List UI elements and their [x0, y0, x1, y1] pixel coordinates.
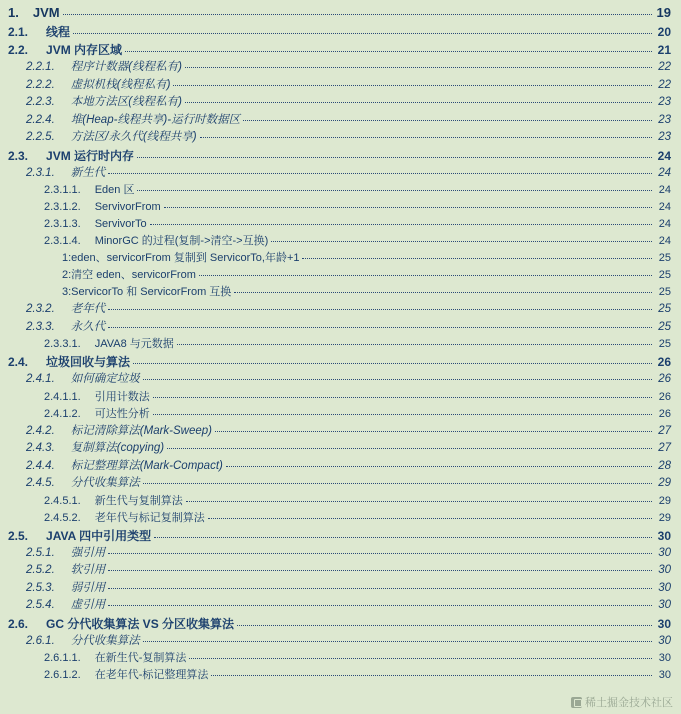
toc-entry-label: 软引用: [70, 564, 106, 576]
toc-entry-page-number: 21: [657, 43, 671, 57]
toc-entry[interactable]: [6, 115, 671, 127]
toc-entry-number: 2.5.: [8, 528, 29, 543]
toc-entry-leader-dots: [108, 604, 652, 606]
toc-entry-label: 标记清除算法(Mark-Sweep): [70, 424, 212, 437]
toc-entry-page-number: 30: [657, 616, 671, 631]
toc-entry-label: JVM: [32, 5, 60, 20]
toc-entry-number: 2.4.1.2.: [44, 407, 81, 420]
toc-entry-page-number: 30: [657, 528, 671, 543]
toc-entry-page-number: 24: [658, 235, 671, 247]
watermark-text: 稀土掘金技术社区: [585, 697, 673, 709]
toc-entry-label: 在新生代-复制算法: [94, 652, 187, 664]
toc-entry-leader-dots: [153, 413, 652, 415]
toc-entry[interactable]: [6, 339, 671, 350]
toc-entry-leader-dots: [237, 624, 652, 626]
toc-entry-page-number: 23: [658, 113, 671, 126]
toc-entry-label: 本地方法区(线程私有): [70, 96, 182, 108]
toc-entry-leader-dots: [234, 291, 652, 293]
toc-entry[interactable]: [6, 478, 671, 490]
toc-entry-number: 2.5.3.: [26, 581, 55, 594]
toc-entry[interactable]: [6, 636, 671, 648]
toc-entry[interactable]: [6, 236, 671, 247]
toc-entry-page-number: 24: [658, 218, 671, 230]
toc-entry-number: 2.3.1.1.: [44, 184, 81, 196]
toc-entry-page-number: 24: [658, 166, 671, 179]
toc-entry[interactable]: [6, 62, 671, 74]
toc-entry[interactable]: [6, 26, 671, 38]
toc-entry-number: 2.4.4.: [26, 459, 55, 472]
toc-entry-page-number: 25: [658, 252, 671, 264]
toc-entry[interactable]: [6, 6, 671, 19]
toc-entry-leader-dots: [108, 552, 652, 554]
toc-entry-number: 2.1.: [8, 25, 29, 39]
toc-entry[interactable]: [6, 443, 671, 455]
toc-entry-number: 2.3.: [8, 148, 29, 163]
watermark-logo-icon: [571, 697, 582, 708]
toc-entry-number: 2.2.: [8, 43, 29, 57]
toc-entry[interactable]: [6, 426, 671, 438]
toc-entry[interactable]: [6, 618, 671, 630]
toc-entry-leader-dots: [200, 136, 652, 138]
toc-entry-number: 2.4.5.1.: [44, 494, 81, 507]
toc-entry-page-number: 26: [657, 355, 671, 369]
toc-entry-leader-dots: [177, 343, 652, 345]
toc-entry-page-number: 30: [658, 599, 671, 611]
toc-entry[interactable]: [6, 168, 671, 180]
toc-entry-page-number: 30: [658, 546, 671, 559]
toc-entry-page-number: 24: [658, 201, 671, 213]
toc-entry-number: 2.3.1.: [26, 166, 55, 179]
toc-entry-leader-dots: [271, 240, 652, 242]
toc-entry-leader-dots: [215, 430, 652, 432]
toc-entry-number: 2.2.4.: [26, 113, 55, 126]
toc-entry[interactable]: [6, 548, 671, 560]
toc-entry-page-number: 25: [658, 320, 671, 333]
toc-entry[interactable]: [6, 670, 671, 681]
toc-entry-number: 2.6.1.1.: [44, 652, 81, 664]
toc-entry-leader-dots: [211, 674, 652, 676]
toc-entry-leader-dots: [302, 257, 652, 259]
toc-entry-leader-dots: [108, 569, 652, 571]
toc-entry[interactable]: [6, 202, 671, 213]
toc-entry-page-number: 25: [658, 269, 671, 281]
toc-entry-number: 2.2.5.: [26, 131, 55, 143]
toc-entry-page-number: 22: [658, 61, 671, 73]
toc-entry-label: 3:ServicorTo 和 ServicorFrom 互换: [62, 286, 232, 298]
toc-entry-leader-dots: [63, 13, 652, 15]
toc-entry-label: 强引用: [70, 546, 106, 559]
toc-entry[interactable]: [6, 392, 671, 403]
toc-entry-leader-dots: [108, 172, 652, 174]
toc-entry-number: 2.2.2.: [26, 78, 55, 91]
toc-entry-label: 引用计数法: [94, 390, 150, 403]
toc-entry-label: 新生代: [70, 166, 106, 179]
toc-entry-number: 2.3.3.1.: [44, 338, 81, 350]
toc-entry[interactable]: [6, 80, 671, 92]
toc-entry-page-number: 25: [658, 303, 671, 315]
toc-entry-number: 2.3.1.3.: [44, 218, 81, 230]
toc-entry-number: 2.5.2.: [26, 564, 55, 576]
toc-entry-page-number: 19: [656, 5, 671, 20]
toc-entry-label: 2:清空 eden、servicorFrom: [62, 269, 196, 281]
toc-entry-page-number: 24: [658, 184, 671, 196]
toc-entry-label: ServivorTo: [94, 218, 147, 230]
toc-entry-number: 2.4.5.: [26, 477, 55, 489]
toc-entry-number: 2.4.2.: [26, 424, 55, 437]
toc-entry-number: 2.4.5.2.: [44, 511, 81, 524]
toc-entry-label: 方法区/永久代(线程共享): [70, 131, 197, 143]
toc-entry-page-number: 28: [658, 459, 671, 472]
toc-entry-leader-dots: [185, 66, 652, 68]
toc-entry-leader-dots: [189, 657, 652, 659]
toc-entry-leader-dots: [243, 119, 652, 121]
toc-entry-label: JVM 运行时内存: [46, 148, 135, 163]
toc-entry-label: Eden 区: [94, 184, 135, 196]
toc-entry-label: GC 分代收集算法 VS 分区收集算法: [46, 616, 235, 631]
toc-entry[interactable]: [6, 44, 671, 56]
toc-entry[interactable]: [6, 132, 671, 144]
toc-entry[interactable]: [6, 219, 671, 230]
toc-entry[interactable]: [6, 150, 671, 162]
toc-entry-label: 分代收集算法: [70, 634, 140, 647]
toc-entry-number: 2.6.1.2.: [44, 669, 81, 681]
toc-entry-page-number: 26: [658, 407, 671, 420]
toc-entry-leader-dots: [167, 447, 652, 449]
toc-entry-label: 垃圾回收与算法: [46, 355, 131, 369]
toc-entry-page-number: 22: [658, 78, 671, 91]
toc-entry-page-number: 23: [658, 96, 671, 108]
toc-entry-label: 新生代与复制算法: [94, 494, 183, 507]
toc-entry-page-number: 20: [657, 25, 671, 39]
toc-entry-page-number: 30: [658, 564, 671, 576]
toc-entry[interactable]: [6, 185, 671, 196]
toc-entry-page-number: 29: [658, 494, 671, 507]
toc-entry-page-number: 27: [658, 424, 671, 437]
toc-entry-label: 程序计数器(线程私有): [70, 61, 182, 73]
toc-entry-leader-dots: [164, 206, 652, 208]
toc-entry-label: 如何确定垃圾: [70, 373, 140, 385]
toc-entry-label: 线程: [46, 25, 71, 39]
toc-entry-number: 2.5.4.: [26, 599, 55, 611]
toc-entry-number: 2.2.3.: [26, 96, 55, 108]
toc-entry-leader-dots: [125, 50, 652, 52]
watermark: [571, 694, 673, 710]
toc-entry-label: JAVA8 与元数据: [94, 338, 174, 350]
toc-entry-leader-dots: [108, 308, 652, 310]
toc-entry[interactable]: [6, 653, 671, 664]
toc-entry-label: 堆(Heap-线程共享)-运行时数据区: [70, 113, 241, 126]
toc-entry-label: 1:eden、servicorFrom 复制到 ServicorTo,年龄+1: [62, 252, 300, 264]
toc-entry-label: 复制算法(copying): [70, 442, 165, 454]
toc-entry-number: 2.4.: [8, 355, 29, 369]
toc-entry-leader-dots: [199, 274, 652, 276]
toc-entry-page-number: 30: [658, 634, 671, 647]
toc-entry-number: 2.2.1.: [26, 61, 55, 73]
toc-entry[interactable]: [6, 583, 671, 595]
toc-entry-label: 老年代与标记复制算法: [94, 511, 205, 524]
toc-entry-label: 老年代: [70, 303, 106, 315]
toc-entry-label: JAVA 四中引用类型: [46, 528, 152, 543]
toc-entry[interactable]: [6, 409, 671, 420]
toc-entry-label: 弱引用: [70, 581, 106, 594]
toc-entry[interactable]: [6, 461, 671, 473]
toc-entry-page-number: 27: [658, 442, 671, 454]
toc-entry-number: 2.3.2.: [26, 303, 55, 315]
toc-entry-label: 永久代: [70, 320, 106, 333]
toc-entry-leader-dots: [186, 500, 652, 502]
toc-entry-label: 虚拟机栈(线程私有): [70, 78, 171, 91]
toc-entry-page-number: 30: [658, 652, 671, 664]
toc-entry-number: 2.3.1.2.: [44, 201, 81, 213]
toc-entry-page-number: 25: [658, 286, 671, 298]
toc-entry-label: MinorGC 的过程(复制->清空->互换): [94, 235, 269, 247]
toc-entry-leader-dots: [137, 156, 652, 158]
toc-entry-page-number: 29: [658, 511, 671, 524]
toc-entry-leader-dots: [226, 465, 652, 467]
toc-entry-leader-dots: [154, 536, 652, 538]
toc-entry-label: 在老年代-标记整理算法: [94, 669, 209, 681]
toc-entry-number: 2.4.3.: [26, 442, 55, 454]
toc-entry-leader-dots: [185, 101, 652, 103]
toc-entry-number: 2.5.1.: [26, 546, 55, 559]
toc-entry[interactable]: [6, 530, 671, 542]
toc-entry[interactable]: [6, 374, 671, 386]
toc-entry-page-number: 30: [658, 669, 671, 681]
toc-entry-leader-dots: [150, 223, 652, 225]
toc-entry-page-number: 23: [658, 131, 671, 143]
toc-entry[interactable]: [6, 97, 671, 109]
toc-entry[interactable]: [6, 304, 671, 316]
toc-entry-number: 2.6.1.: [26, 634, 55, 647]
toc-entry-number: 2.4.1.1.: [44, 390, 81, 403]
toc-entry-leader-dots: [143, 482, 652, 484]
toc-entry[interactable]: [6, 513, 671, 524]
toc-entry[interactable]: [6, 600, 671, 612]
toc-entry-number: 2.6.: [8, 616, 29, 631]
toc-entry-page-number: 29: [658, 477, 671, 489]
toc-entry[interactable]: [6, 253, 671, 264]
toc-entry[interactable]: [6, 356, 671, 368]
toc-entry-leader-dots: [73, 32, 652, 34]
toc-entry-leader-dots: [208, 517, 652, 519]
toc-entry[interactable]: [6, 565, 671, 577]
toc-entry-label: 分代收集算法: [70, 477, 140, 489]
toc-entry-label: 标记整理算法(Mark-Compact): [70, 459, 223, 472]
toc-entry-leader-dots: [133, 362, 652, 364]
toc-entry-label: JVM 内存区域: [46, 43, 123, 57]
toc-entry-leader-dots: [173, 84, 652, 86]
toc-entry-leader-dots: [143, 640, 652, 642]
toc-entry[interactable]: [6, 496, 671, 507]
toc-entry-number: 2.4.1.: [26, 373, 55, 385]
toc-entry-label: ServivorFrom: [94, 201, 161, 213]
toc-entry-page-number: 24: [657, 148, 671, 163]
toc-entry-number: 1.: [8, 5, 19, 20]
toc-entry-leader-dots: [153, 396, 652, 398]
toc-entry-page-number: 25: [658, 338, 671, 350]
toc-entry-page-number: 30: [658, 581, 671, 594]
toc-entry-leader-dots: [108, 326, 652, 328]
toc-entry-number: 2.3.3.: [26, 320, 55, 333]
toc-entry-page-number: 26: [658, 373, 671, 385]
toc-entry-leader-dots: [137, 189, 652, 191]
toc-entry-page-number: 26: [658, 390, 671, 403]
toc-entry-label: 虚引用: [70, 599, 106, 611]
toc-entry-leader-dots: [143, 378, 652, 380]
toc-entry-label: 可达性分析: [94, 407, 150, 420]
toc-entry-number: 2.3.1.4.: [44, 235, 81, 247]
toc-entry[interactable]: [6, 322, 671, 334]
toc-entry-leader-dots: [108, 587, 652, 589]
toc-entry[interactable]: [6, 287, 671, 298]
toc-entry[interactable]: [6, 270, 671, 281]
